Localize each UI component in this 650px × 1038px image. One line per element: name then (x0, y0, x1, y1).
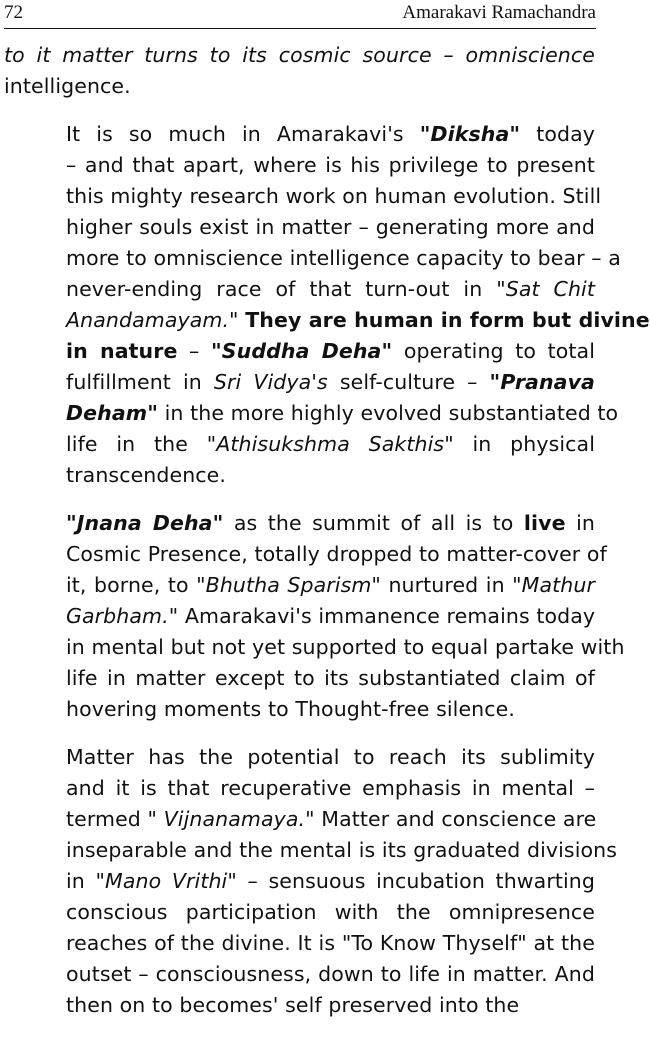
text-line (4, 804, 595, 835)
text-line (4, 212, 595, 243)
text-line (4, 243, 621, 274)
text-run: never-ending race of that turn-out in (66, 277, 497, 301)
text-run-italic: "Bhutha Sparism" (196, 573, 381, 597)
text-run-italic: " Vijnanamaya." (147, 807, 315, 831)
text-run-bold: live (523, 511, 566, 535)
text-line (4, 460, 595, 491)
text-line (4, 429, 595, 460)
paragraph-1 (4, 40, 595, 102)
text-run: then on to becomes' self preserved into the (66, 993, 520, 1017)
text-line (4, 866, 595, 897)
text-run: fulfillment in (66, 370, 214, 394)
text-run: transcendence. (66, 463, 226, 487)
text-run: in mental but not yet supported to equal partake with (66, 635, 625, 659)
text-run-emphasis (66, 401, 158, 425)
text-run-italic: Garbham." (66, 604, 179, 628)
text-line (4, 897, 595, 928)
text-line (4, 71, 595, 102)
body-text (4, 40, 650, 1038)
text-run: in (66, 869, 96, 893)
text-run-italic: "Mathur (512, 573, 595, 597)
text-run: operating to total (392, 339, 595, 363)
text-line (4, 835, 618, 866)
text-run: – (177, 339, 211, 363)
text-line (4, 601, 595, 632)
text-run-italic: "Athisukshma Sakthis" (206, 432, 454, 456)
text-line (4, 773, 595, 804)
text-run: nurtured in (380, 573, 513, 597)
text-run-bold-italic: "Suddha Deha" (211, 339, 393, 363)
text-run: – and that apart, where is his privilege to present (66, 153, 595, 177)
text-run: Cosmic Presence, totally dropped to matter-cover of (66, 542, 607, 566)
text-run: intelligence. (4, 74, 131, 98)
text-run-bold-italic: Deham" (66, 401, 158, 425)
text-run: in (565, 511, 595, 535)
text-run: hovering moments to Thought-free silence. (66, 697, 515, 721)
text-run-bold-italic: "Pranava (489, 370, 595, 394)
text-run: – sensuous incubation thwarting (236, 869, 595, 893)
text-run-bold: in nature (66, 339, 178, 363)
text-line (4, 181, 602, 212)
text-line (4, 508, 595, 539)
text-run: inseparable and the mental is its graduated divisions (66, 838, 618, 862)
text-run: today (520, 122, 596, 146)
text-run: life in the (66, 432, 207, 456)
running-title: Amarakavi Ramachandra (402, 2, 596, 23)
text-run-italic: Sri Vidya's (213, 370, 328, 394)
text-line (4, 959, 595, 990)
text-run: as the summit of all is to (223, 511, 524, 535)
text-line (4, 150, 595, 181)
text-run: this mighty research work on human evolution. Still (66, 184, 602, 208)
text-line (4, 539, 607, 570)
text-run: in physical (453, 432, 595, 456)
text-run (50, 43, 62, 67)
text-run-bold: They are human in form but divine (245, 308, 650, 332)
text-run: in the more highly evolved substantiated to (158, 401, 619, 425)
text-run: higher souls exist in matter – generating more and (66, 215, 595, 239)
text-run: self-culture – (327, 370, 490, 394)
text-run-italic: "Sat Chit (496, 277, 595, 301)
text-run: It is so much in Amarakavi's (66, 122, 420, 146)
text-line (4, 663, 595, 694)
paragraph-4 (4, 742, 618, 1021)
text-run: more to omniscience intelligence capacity to bear – a (66, 246, 621, 270)
text-run: Matter and conscience are (314, 807, 597, 831)
text-run: termed (66, 807, 148, 831)
text-run-emphasis (211, 339, 392, 363)
text-run: reaches of the divine. It is "To Know Thyself" at the (66, 931, 595, 955)
text-line (4, 305, 650, 336)
text-run: Amarakavi's immanence remains today (178, 604, 596, 628)
text-line (4, 570, 595, 601)
paragraph-2 (4, 119, 650, 491)
text-line (4, 119, 595, 150)
text-run: outset – consciousness, down to life in matter. And (66, 962, 595, 986)
text-run: life in matter except to its substantiated claim of (66, 666, 595, 690)
text-line (4, 928, 595, 959)
text-run-bold-italic: "Jnana Deha" (66, 511, 224, 535)
text-run: conscious participation with the omnipresence (66, 900, 595, 924)
text-run-emphasis (66, 511, 223, 535)
text-line (4, 367, 595, 398)
text-run-italic: to it (4, 43, 51, 67)
text-line (4, 742, 595, 773)
text-run: and it is that recuperative emphasis in mental – (66, 776, 595, 800)
text-run-italic: Anandamayam." (66, 308, 239, 332)
running-header (4, 0, 596, 29)
text-line (4, 694, 595, 725)
text-run-italic: matter turns to its cosmic source – omniscience (62, 43, 595, 67)
text-run-emphasis (420, 122, 520, 146)
text-line (4, 398, 619, 429)
paragraph-3 (4, 508, 625, 725)
text-line (4, 632, 625, 663)
text-run-italic: "Mano Vrithi" (95, 869, 237, 893)
text-line (4, 274, 595, 305)
text-run: it, borne, to (66, 573, 197, 597)
text-run: Matter has the potential to reach its sublimity (66, 745, 595, 769)
page-number: 72 (4, 2, 23, 23)
text-run-emphasis (490, 370, 595, 394)
text-line (4, 40, 595, 71)
text-line (4, 990, 595, 1021)
text-run-bold-italic: "Diksha" (419, 122, 521, 146)
text-line (4, 336, 595, 367)
